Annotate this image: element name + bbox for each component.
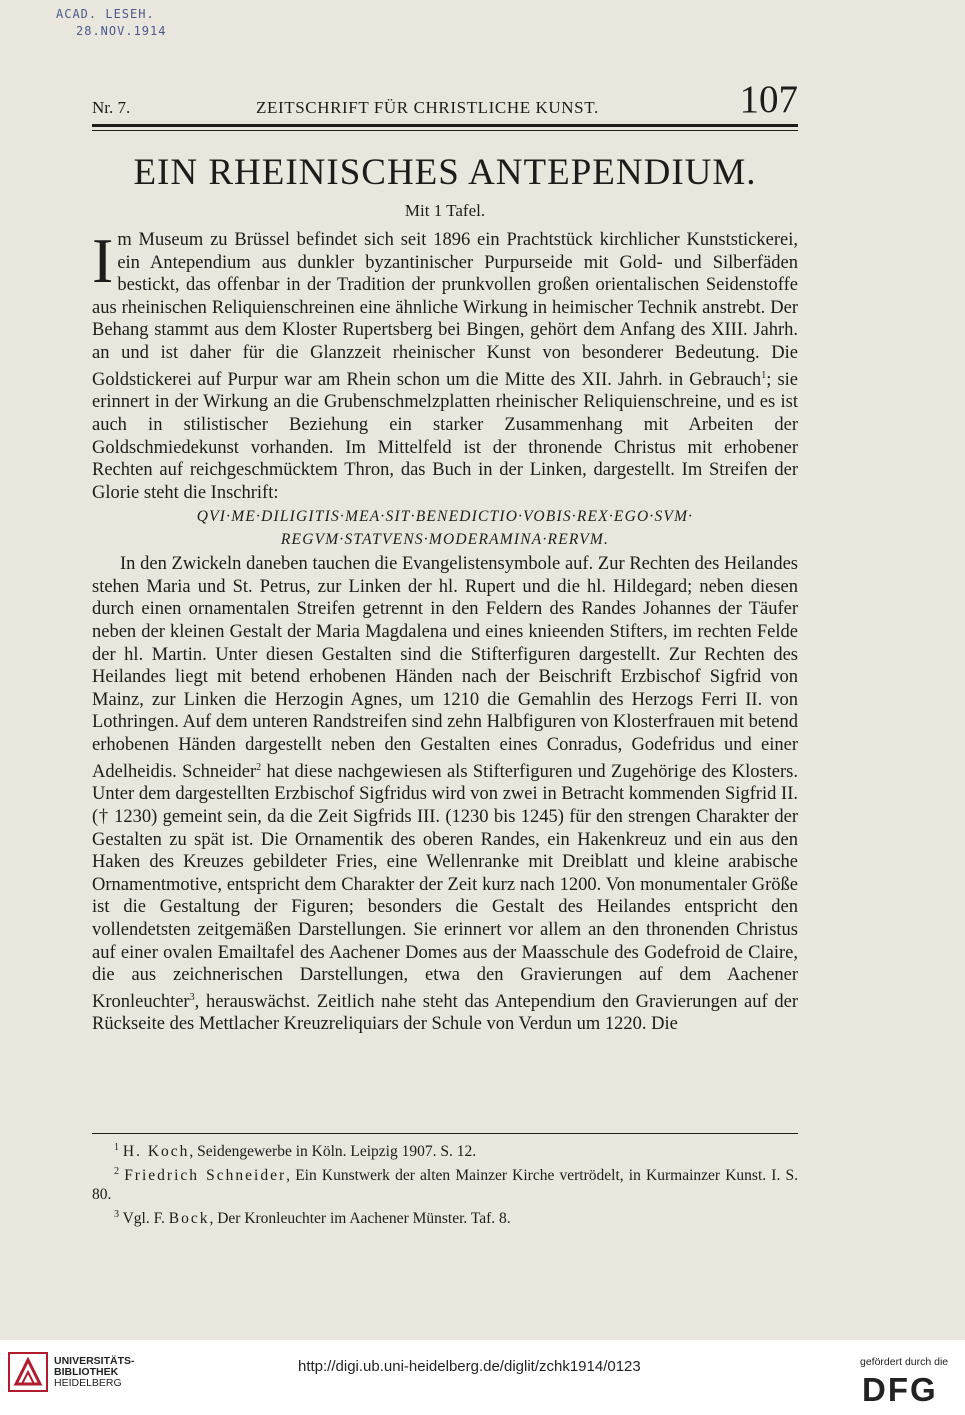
footnote-1-author: H. Koch bbox=[122, 1143, 190, 1161]
footnote-1-text: , Seidengewerbe in Köln. Leipzig 1907. S. 12. bbox=[189, 1143, 477, 1161]
footnote-3-number: 3 bbox=[114, 1208, 119, 1220]
footnote-2-author: Friedrich Schneider bbox=[124, 1166, 287, 1184]
paragraph-1 bbox=[92, 225, 798, 504]
paragraph-1-text-a: m Museum zu Brüssel befindet sich seit 1896 ein Prachtstück kirchlicher Kunststickerei, ein Antependium aus dunkler byzantinischer Purpurseide mit Gold- und Silberfäden bestickt, das offenbar in der Tradition der prunkvollen großen orientalischen Seidenstoffe aus rheinischen Reliquienschreinen eine ähnliche Wirkung in heimischer Technik anstrebt. Der Behang stammt aus dem Kloster Rupertsberg bei Bingen, gehört dem Anfang des XIII. Jahrh. an und ist daher für die Glanzzeit rheinischer Kunst von besonderer Bedeutung. Die Goldstickerei auf Purpur war am Rhein schon um die Mitte des XII. Jahrh. in Gebrauch bbox=[92, 230, 798, 390]
university-library-logo bbox=[8, 1352, 48, 1392]
footnote-3 bbox=[92, 1205, 798, 1229]
footnote-3-prefix: Vgl. F. bbox=[122, 1209, 169, 1227]
article-subtitle: Mit 1 Tafel. bbox=[404, 201, 486, 220]
footnote-2 bbox=[92, 1162, 798, 1205]
running-header bbox=[92, 80, 798, 122]
footnote-rule bbox=[92, 1133, 798, 1134]
inscription-line-2: REGVM·STATVENS·MODERAMINA·RERVM. bbox=[280, 530, 610, 548]
footnote-3-author: Bock bbox=[168, 1209, 210, 1227]
journal-title: ZEITSCHRIFT FÜR CHRISTLICHE KUNST. bbox=[256, 98, 599, 117]
drop-cap: I bbox=[92, 225, 114, 296]
page-number: 107 bbox=[739, 78, 798, 121]
header-rule-thin bbox=[92, 130, 798, 131]
inscription bbox=[92, 506, 798, 551]
footnote-3-text: , Der Kronleuchter im Aachener Münster. Taf. 8. bbox=[209, 1209, 511, 1227]
funder-note: gefördert durch die bbox=[860, 1356, 949, 1368]
header-rule-thick bbox=[92, 124, 798, 127]
stamp-line-1: ACAD. LESEH. bbox=[56, 7, 155, 21]
footnote-1 bbox=[92, 1138, 798, 1162]
paragraph-2-text-a: In den Zwickeln daneben tauchen die Evangelistensymbole auf. Zur Rechten des Heilandes stehen Maria und St. Petrus, zur Linken der hl. Rupert und die hl. Hildegard; neben diesen durch einen ornamentalen Streifen getrennt in den Feldern des Randes Johannes der Täufer neben der kleinen Gestalt der Maria Magdalena und eines knieenden Stifters, im rechten Felde der hl. Martin. Unter diesen Gestalten sind die Stifterfiguren dargestellt. Zur Rechten des Heilandes liegt mit betend erhobenen Händen nach der Beischrift Erzbischof Sigfrid von Mainz, zur Linken die Herzogin Agnes, um 1210 die Gemahlin des Herzogs Ferri II. von Lothringen. Auf dem unteren Randstreifen sind zehn Halbfiguren von Klosterfrauen mit betend erhobenen Händen dargestellt neben den Gestalten eines Conradus, Godefridus und einer Adelheidis. Schneider bbox=[92, 554, 798, 782]
dfg-logo: DFG bbox=[862, 1371, 938, 1408]
library-stamp bbox=[56, 6, 166, 40]
footnote-2-number: 2 bbox=[114, 1165, 119, 1177]
library-name-line-1: UNIVERSITÄTS- bbox=[54, 1355, 135, 1367]
source-url[interactable]: http://digi.ub.uni-heidelberg.de/diglit/zchk1914/0123 bbox=[298, 1358, 641, 1375]
inscription-line-1: QVI·ME·DILIGITIS·MEA·SIT·BENEDICTIO·VOBIS·REX·EGO·SVM· bbox=[196, 508, 694, 526]
footnote-1-number: 1 bbox=[114, 1142, 119, 1153]
issue-number: Nr. 7. bbox=[92, 98, 131, 117]
library-name bbox=[54, 1356, 135, 1389]
paragraph-2-text-b: hat diese nachgewiesen als Stifterfiguren und Zugehörige des Klosters. Unter dem dargestellten Erzbischof Sigfridus wird von zwei in Betracht kommenden Sigfrid II. († 1230) gemeint sein, da die Zeit Sigfrids III. (1230 bis 1245) für den strengen Charakter der Gestalten zu spät ist. Die Ornamentik des oberen Randes, ein Hakenkreuz und ein aus den Haken des Kreuzes gebildeter Fries, eine Wellenranke mit Dreiblatt und kleine arabische Ornamentmotive, entspricht dem Charakter der Zeit kurz nach 1200. Von monumentaler Größe ist die Gestaltung der Figuren; besonders die Gestalt des Heilandes entspricht den vollendetsten zeitgemäßen Darstellungen. Sie erinnert vor allem an den thronenden Christus auf einer ovalen Emailtafel des Aachener Domes aus der Maasschule des Godefroid de Claire, die aus zeichnerischen Darstellungen, etwa den Gravierungen auf dem Aachener Kronleuchter bbox=[92, 761, 798, 1012]
paragraph-2 bbox=[92, 553, 798, 1036]
article-title: EIN RHEINISCHES ANTEPENDIUM. bbox=[133, 152, 757, 193]
footnote-2-text: , Ein Kunstwerk der alten Mainzer Kirche vertrödelt, in Kurmainzer Kunst. I. S. 80. bbox=[92, 1166, 799, 1204]
library-name-line-3: HEIDELBERG bbox=[54, 1377, 122, 1389]
article-body bbox=[92, 225, 798, 1036]
library-name-line-2: BIBLIOTHEK bbox=[54, 1366, 119, 1378]
footer-bar bbox=[0, 1340, 965, 1415]
footnotes bbox=[92, 1138, 798, 1228]
stamp-date: 28.NOV.1914 bbox=[76, 24, 167, 38]
paragraph-1-text-b: ; sie erinnert in der Wirkung an die Grubenschmelzplatten rheinischer Reliquienschreine, und es ist auch in stilistischer Beziehung ein starker Zusammenhang mit Arbeiten der Goldschmiedekunst vorhanden. Im Mittelfeld ist der thronende Christus mit erhobener Rechten auf reichgeschmücktem Thron, das Buch in der Linken, dargestellt. Im Streifen der Glorie steht die Inschrift: bbox=[92, 369, 798, 503]
footnote-ref-2: 2 bbox=[256, 761, 262, 773]
paragraph-2-text-c: , herauswächst. Zeitlich nahe steht das Antependium den Gravierungen auf der Rückseite des Mettlacher Kreuzreliquiars der Schule von Verdun um 1220. Die bbox=[92, 991, 798, 1035]
footnote-ref-1: 1 bbox=[761, 369, 767, 381]
footnote-ref-3: 3 bbox=[189, 991, 195, 1003]
